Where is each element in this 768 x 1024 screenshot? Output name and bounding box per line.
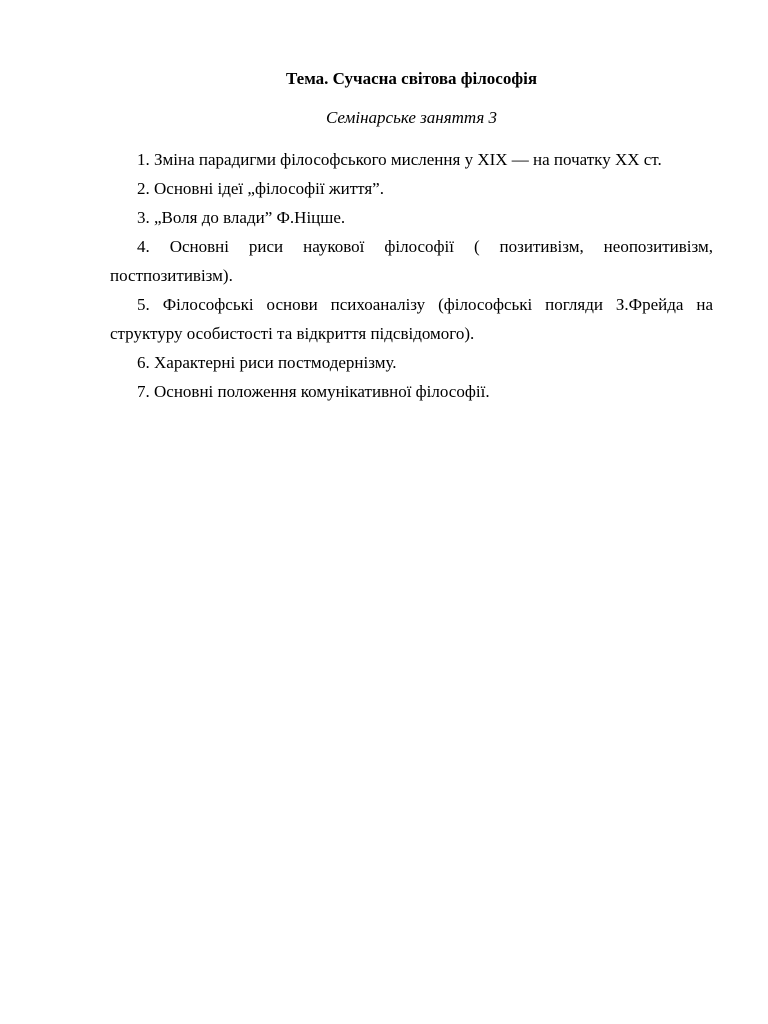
document-subtitle: Семінарське заняття 3	[325, 108, 498, 127]
topic-item: 5. Філософські основи психоаналізу (філософські погляди З.Фрейда на структуру особистості та відкриття підсвідомого).	[110, 295, 713, 343]
topic-item: 1. Зміна парадигми філософського мислення у ХІХ — на початку ХХ ст.	[137, 150, 662, 169]
topic-list	[110, 145, 713, 406]
topic-item: 3. „Воля до влади” Ф.Ніцше.	[137, 208, 346, 227]
topic-item: 4. Основні риси наукової філософії ( позитивізм, неопозитивізм, постпозитивізм).	[110, 237, 713, 285]
topic-item: 7. Основні положення комунікативної філософії.	[137, 382, 490, 401]
topic-item: 2. Основні ідеї „філософії життя”.	[137, 179, 384, 198]
page-content	[110, 66, 713, 406]
topic-item: 6. Характерні риси постмодернізму.	[137, 353, 397, 372]
document-title: Тема. Сучасна світова філософія	[285, 69, 538, 88]
